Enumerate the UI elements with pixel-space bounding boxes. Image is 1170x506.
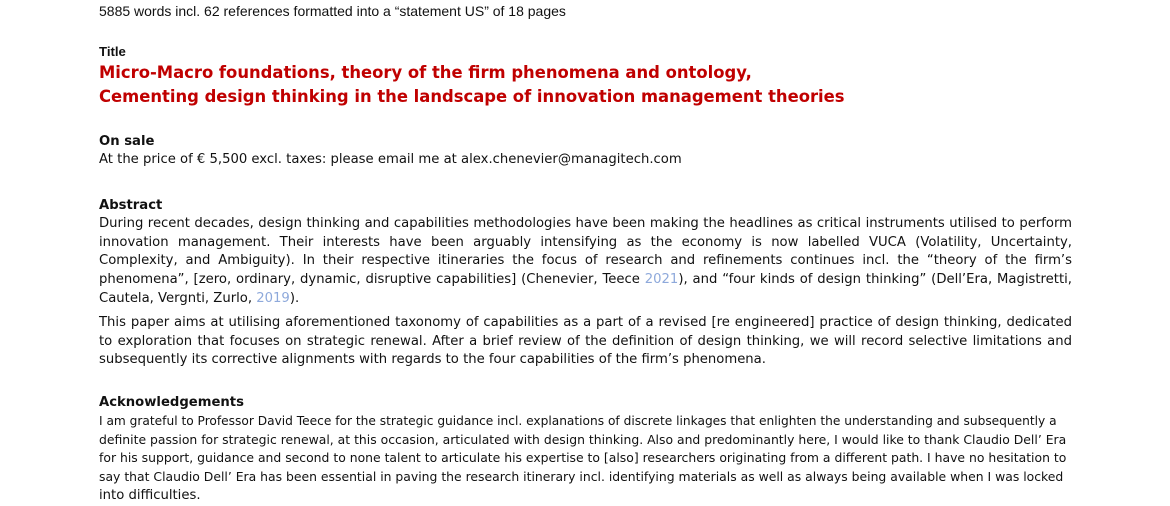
sale-label: On sale xyxy=(99,134,155,149)
abstract-p1-text-a: During recent decades, design thinking and capabilities methodologies have been making the headlines as critical instruments utilised to perform innovation management. Their interests have been arguably intensifying as the economy is now labelled VUCA (Volatility, Uncertainty, Complexity, and Ambiguity). In their respective itineraries the focus of research and refinements continues incl. the “theory of the firm’s phenomena”, [zero, ordinary, dynamic, disruptive capabilities] (Chenevier, Teece xyxy=(99,216,1072,288)
sale-section xyxy=(99,133,1072,170)
document-title-line-2: Cementing design thinking in the landscape of innovation management theories xyxy=(99,87,845,106)
acknowledgements-section xyxy=(99,394,1072,506)
abstract-paragraph-2: This paper aims at utilising aforementioned taxonomy of capabilities as a part of a revised [re engineered] practice of design thinking, dedicated to exploration that focuses on strategic renewal. After a brief review of the definition of design thinking, we will record selective limitations and subsequently its corrective alignments with regards to the four capabilities of the firm’s phenomena. xyxy=(99,315,1072,368)
acknowledgements-line: definite passion for strategic renewal, at this occasion, articulated with design thinking. Also and predominantly here, I would like to thank Claudio Dell’ Era xyxy=(99,431,1067,447)
abstract-section xyxy=(99,197,1072,309)
abstract-paragraph-1 xyxy=(99,215,1072,309)
acknowledgements-line: into difficulties. xyxy=(99,487,201,503)
abstract-label: Abstract xyxy=(99,198,163,213)
sale-text: At the price of € 5,500 excl. taxes: please email me at alex.chenevier@managitech.com xyxy=(99,152,682,167)
word-count-line: 5885 words incl. 62 references formatted into a “statement US” of 18 pages xyxy=(99,3,566,19)
title-section xyxy=(99,43,1072,109)
document-title-line-1: Micro-Macro foundations, theory of the firm phenomena and ontology, xyxy=(99,63,752,82)
citation-year-link[interactable]: 2021 xyxy=(644,272,679,288)
acknowledgements-line: say that Claudio Dell’ Era has been essential in paving the research itinerary incl. identifying materials as well as always being available when I was locked xyxy=(99,469,1064,485)
acknowledgements-line: I am grateful to Professor David Teece for the strategic guidance incl. explanations of discrete linkages that enlighten the understanding and subsequently a xyxy=(99,414,1057,428)
title-label: Title xyxy=(99,44,126,59)
acknowledgements-line: for his support, guidance and second to none talent to articulate his expertise to [also] researchers originating from a different path. I have no hesitation to xyxy=(99,450,1067,466)
acknowledgements-label: Acknowledgements xyxy=(99,395,244,410)
abstract-p1-text-c: ). xyxy=(289,290,300,306)
abstract-paragraph-2-block xyxy=(99,314,1072,370)
abstract-p1-text-b: ), and “four kinds of design thinking” (Dell’Era, Magistretti, Cautela, Vergnti, Zurlo, xyxy=(99,272,1072,306)
citation-year-link[interactable]: 2019 xyxy=(256,290,290,306)
